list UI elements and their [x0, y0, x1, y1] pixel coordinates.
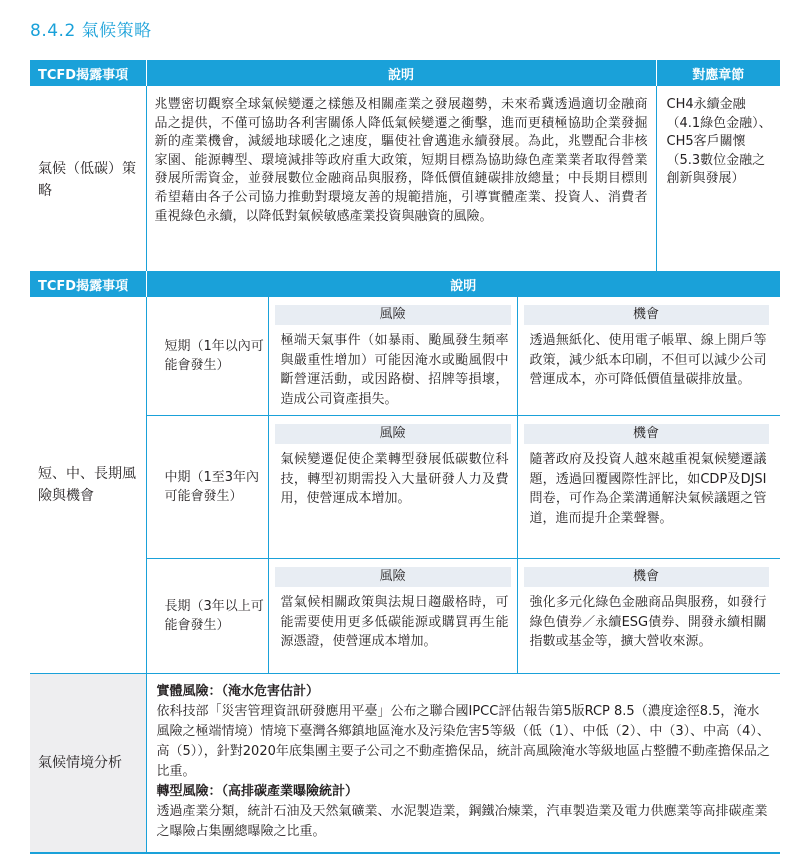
tcfd-strategy-table — [30, 60, 780, 275]
risk-subhead: 風險 — [275, 305, 511, 325]
tcfd-risk-table — [30, 271, 780, 854]
risk-text: 氣候變遷促使企業轉型發展低碳數位科技，轉型初期需投入大量研發人力及費用，使營運成本增加。 — [280, 452, 509, 506]
term-label: 短期（1年以內可能會發生） — [147, 297, 269, 415]
term-block-medium — [147, 416, 781, 559]
risk-column — [269, 559, 518, 673]
table1-header-row — [30, 60, 780, 86]
transition-risk-text: 透過產業分類，統計石油及天然氣礦業、水泥製造業，鋼鐵冶煉業，汽車製造業及電力供應業等高排碳產業之曝險占集團總曝險之比重。 — [156, 804, 768, 839]
opportunity-column — [518, 416, 775, 558]
term-block-short — [147, 297, 781, 416]
opportunity-text: 強化多元化綠色金融商品與服務，如發行綠色債券／永續ESG債券、開發永續相關指數或基金等，擴大營收來源。 — [529, 595, 767, 649]
risk-subhead: 風險 — [275, 567, 511, 587]
opportunity-text: 隨著政府及投資人越來越重視氣候變遷議題，透過回覆國際性評比，如CDP及DJSI問卷，可作為企業溝通解決氣候議題之管道，進而提升企業聲譽。 — [529, 452, 767, 526]
physical-risk-text: 依科技部「災害管理資訊研發應用平臺」公布之聯合國IPCC評估報告第5版RCP 8.5（濃度途徑8.5，淹水風險之極端情境）情境下臺灣各鄉鎮地區淹水及污染危害5等級（低（1）、中低（2）、中（3）、中高（4）、高（5）），針對2020年底集團主要子公司之不動產擔保品，統計高風險淹水等級地區占整體不動產擔保品之比重。 — [156, 704, 770, 779]
opportunity-subhead: 機會 — [524, 424, 769, 444]
opportunity-column — [518, 559, 775, 673]
risk-column — [269, 297, 518, 415]
transition-risk-title: 轉型風險：（高排碳產業曝險統計） — [156, 784, 359, 799]
risk-label: 短、中、長期風險與機會 — [30, 297, 146, 674]
row-chapter: CH4永續金融（4.1綠色金融）、CH5客戶關懷（5.3數位金融之創新與發展） — [656, 86, 780, 274]
term-label: 長期（3年以上可能會發生） — [147, 559, 269, 673]
opportunity-subhead: 機會 — [524, 305, 769, 325]
term-block-long — [147, 559, 781, 673]
row-description: 兆豐密切觀察全球氣候變遷之樣態及相關產業之發展趨勢，未來希冀透過適切金融商品之提供，不僅可協助各利害關係人降低氣候變遷之衝擊，進而更積極協助企業發掘新的產業機會，減緩地球暖化之速度，驅使社會邁進永續發展。為此，兆豐配合非核家園、能源轉型、環境減排等政府重大政策，短期目標為協助綠色產業業者取得營業發展所需資金，並發展數位金融商品與服務，降低價值鏈碳排放總量；中長期目標則希望藉由各子公司協力推動對環境友善的規範措施，引導實體產業、投資人、消費者重視綠色永續，以降低對氣候敏感產業投資與融資的風險。 — [146, 86, 656, 274]
header-desc: 說明 — [146, 60, 656, 86]
header-desc: 說明 — [146, 271, 780, 297]
header-item: TCFD揭露事項 — [30, 60, 146, 86]
risk-text: 極端天氣事件（如暴雨、颱風發生頻率與嚴重性增加）可能因淹水或颱風假中斷營運活動，或因路樹、招牌等損壞，造成公司資產損失。 — [280, 333, 509, 407]
opportunity-text: 透過無紙化、使用電子帳單、線上開戶等政策，減少紙本印刷，不但可以減少公司營運成本，亦可降低價值量碳排放量。 — [529, 333, 767, 387]
scenario-label: 氣候情境分析 — [30, 674, 146, 854]
section-title: 8.4.2 氣候策略 — [30, 21, 152, 41]
table1-row — [30, 86, 780, 274]
row-label: 氣候（低碳）策略 — [30, 86, 146, 274]
table2-header-row — [30, 271, 780, 297]
header-chapter: 對應章節 — [656, 60, 780, 86]
risk-text: 當氣候相關政策與法規日趨嚴格時，可能需要使用更多低碳能源或購買再生能源憑證，使營運成本增加。 — [280, 595, 509, 649]
scenario-content — [146, 674, 780, 854]
risk-subhead: 風險 — [275, 424, 511, 444]
risk-terms — [146, 297, 780, 674]
scenario-row — [30, 674, 780, 854]
header-item: TCFD揭露事項 — [30, 271, 146, 297]
opportunity-column — [518, 297, 775, 415]
risk-column — [269, 416, 518, 558]
term-label: 中期（1至3年內可能會發生） — [147, 416, 269, 558]
opportunity-subhead: 機會 — [524, 567, 769, 587]
risk-row — [30, 297, 780, 674]
physical-risk-title: 實體風險：（淹水危害估計） — [156, 684, 320, 699]
